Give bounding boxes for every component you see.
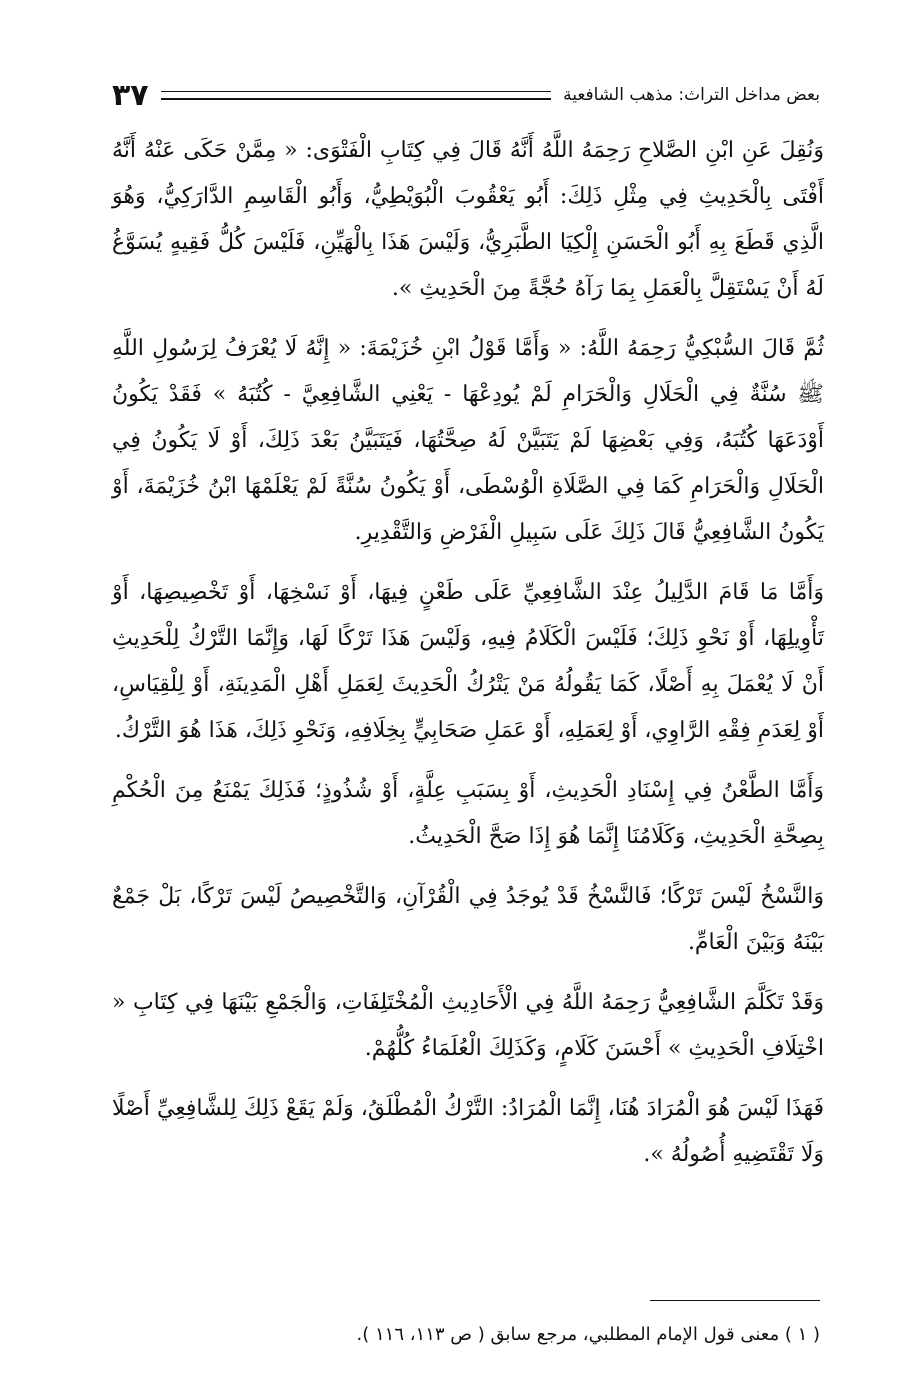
running-title: بعض مداخل التراث: مذهب الشافعية [563, 85, 820, 105]
paragraph: وَأَمَّا مَا قَامَ الدَّلِيلُ عِنْدَ الشَّافِعِيِّ عَلَى طَعْنٍ فِيهَا، أَوْ نَسْخِهَا، أَوْ تَخْصِيصِهَا، أَوْ تَأْوِيلِهَا، أَوْ نَحْوِ ذَلِكَ؛ فَلَيْسَ الْكَلَامُ فِيهِ، وَلَيْسَ هَذَا تَرْكًا لَهَا، وَإِنَّمَا التَّرْكُ لِلْحَدِيثِ أَنْ لَا يُعْمَلَ بِهِ أَصْلًا، كَمَا يَقُولُهُ مَنْ يَتْرُكُ الْحَدِيثَ لِعَمَلِ أَهْلِ الْمَدِينَةِ، أَوْ لِلْقِيَاسِ، أَوْ لِعَدَمِ فِقْهِ الرَّاوِي، أَوْ لِعَمَلِهِ، أَوْ عَمَلِ صَحَابِيٍّ بِخِلَافِهِ، وَنَحْوِ ذَلِكَ، هَذَا هُوَ التَّرْكُ. [112, 580, 824, 743]
paragraph: ثُمَّ قَالَ السُّبْكِيُّ رَحِمَهُ اللَّهُ: « وَأَمَّا قَوْلُ ابْنِ خُزَيْمَةَ: « إِنَّهُ لَا يُعْرَفُ لِرَسُولِ اللَّهِ ﷺ سُنَّةٌ فِي الْحَلَالِ وَالْحَرَامِ لَمْ يُودِعْهَا - يَعْنِي الشَّافِعِيَّ - كُتُبَهُ » فَقَدْ يَكُونُ أَوْدَعَهَا كُتُبَهُ، وَفِي بَعْضِهَا لَمْ يَتَبَيَّنْ لَهُ صِحَّتُهَا، فَيَتَبَيَّنُ بَعْدَ ذَلِكَ، أَوْ لَا يَكُونُ فِي الْحَلَالِ وَالْحَرَامِ كَمَا فِي الصَّلَاةِ الْوُسْطَى، أَوْ يَكُونُ سُنَّةً لَمْ يَعْلَمْهَا ابْنُ خُزَيْمَةَ، أَوْ يَكُونُ الشَّافِعِيُّ قَالَ ذَلِكَ عَلَى سَبِيلِ الْفَرْضِ وَالتَّقْدِيرِ. [112, 336, 824, 545]
paragraph: فَهَذَا لَيْسَ هُوَ الْمُرَادَ هُنَا، إِنَّمَا الْمُرَادُ: التَّرْكُ الْمُطْلَقُ، وَلَمْ يَقَعْ ذَلِكَ لِلشَّافِعِيِّ أَصْلًا وَلَا تَقْتَضِيهِ أُصُولُهُ ». [112, 1096, 824, 1167]
paragraph: وَنُقِلَ عَنِ ابْنِ الصَّلاحِ رَحِمَهُ اللَّهُ أَنَّهُ قَالَ فِي كِتَابِ الْفَتْوَى: « مِمَّنْ حَكَى عَنْهُ أَنَّهُ أَفْتَى بِالْحَدِيثِ فِي مِثْلِ ذَلِكَ: أَبُو يَعْقُوبَ الْبُوَيْطِيُّ، وَأَبُو الْقَاسِمِ الدَّارَكِيُّ، وَهُوَ الَّذِي قَطَعَ بِهِ أَبُو الْحَسَنِ إِلْكِيَا الطَّبَرِيُّ، وَلَيْسَ هَذَا بِالْهَيِّنِ، فَلَيْسَ كُلُّ فَقِيهٍ يُسَوَّغُ لَهُ أَنْ يَسْتَقِلَّ بِالْعَمَلِ بِمَا رَآهُ حُجَّةً مِنَ الْحَدِيثِ ». [112, 138, 824, 301]
footnote: ( ١ ) معنى قول الإمام المطلبي، مرجع سابق ( ص ١١٣، ١١٦ ). [356, 1324, 820, 1345]
page-number: ٣٧ [112, 77, 149, 113]
header-rule [161, 91, 551, 100]
footnote-separator [650, 1300, 820, 1301]
paragraph: وَأَمَّا الطَّعْنُ فِي إِسْنَادِ الْحَدِيثِ، أَوْ بِسَبَبِ عِلَّةٍ، أَوْ شُذُوذٍ؛ فَذَلِكَ يَمْنَعُ مِنَ الْحُكْمِ بِصِحَّةِ الْحَدِيثِ، وَكَلَامُنَا إِنَّمَا هُوَ إِذَا صَحَّ الْحَدِيثُ. [112, 778, 824, 849]
main-text [112, 128, 824, 1192]
paragraph: وَقَدْ تَكَلَّمَ الشَّافِعِيُّ رَحِمَهُ اللَّهُ فِي الْأَحَادِيثِ الْمُخْتَلِفَاتِ، وَالْجَمْعِ بَيْنَهَا فِي كِتَابِ « اخْتِلَافِ الْحَدِيثِ » أَحْسَنَ كَلَامٍ، وَكَذَلِكَ الْعُلَمَاءُ كُلُّهُمْ. [112, 990, 824, 1061]
paragraph: وَالنَّسْخُ لَيْسَ تَرْكًا؛ فَالنَّسْخُ قَدْ يُوجَدُ فِي الْقُرْآنِ، وَالتَّخْصِيصُ لَيْسَ تَرْكًا، بَلْ جَمْعٌ بَيْنَهُ وَبَيْنَ الْعَامِّ. [112, 884, 824, 955]
running-header [112, 78, 820, 112]
